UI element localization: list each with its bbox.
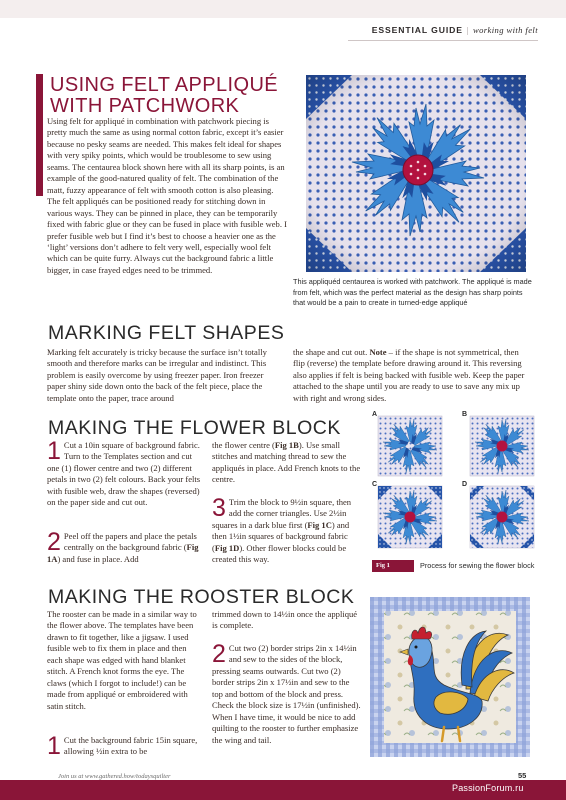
fig1-tag: Fig 1: [372, 560, 414, 572]
fig1-block-a: [378, 416, 442, 476]
centaurea-block-photo: [306, 75, 526, 272]
step-number: 2: [212, 640, 226, 668]
marking-col2: the shape and cut out. Note – if the shape is not symmetrical, then flip (reverse) the template before drawing around it. This reversing also applies if felt is being backed with fusible web. Keep the paper attached to the shape until you are ready to use to save any mix up with right and wrong sides.: [293, 347, 525, 403]
flower-col2-top: the flower centre (Fig 1B). Use small stitches and matching thread to sew the appliqués in place. Add French knots to the centre.: [212, 440, 361, 485]
accent-rule: [36, 74, 43, 196]
fig1-block-d: [470, 486, 534, 548]
flower-title: MAKING THE FLOWER BLOCK: [48, 417, 341, 439]
step-number: 1: [47, 437, 61, 465]
step-number: 2: [47, 528, 61, 556]
fig1-block-c: [378, 486, 442, 548]
flower-step-1: 1 Cut a 10in square of background fabric. Turn to the Templates section and cut one (1) flower centre and two (2) different petals in two (2) felt colours. Back your felts with fusible web, draw the shapes (reversed) on the paper side and cut out.: [47, 437, 201, 508]
fig1-diagram: [372, 412, 538, 552]
rooster-col2-top: trimmed down to 14½in once the appliqué is complete.: [212, 609, 358, 631]
top-bar: [0, 0, 566, 18]
fig1-label-c: C: [372, 481, 378, 488]
running-header: [372, 25, 538, 35]
fig1-label-b: B: [462, 411, 468, 418]
footer-url: Join us at www.gathered.how/todaysquilter: [58, 773, 171, 780]
header-separator: |: [466, 25, 469, 35]
header-rule: [348, 40, 538, 41]
felt-applique-title: USING FELT APPLIQUÉ WITH PATCHWORK: [50, 74, 279, 117]
rooster-step-2: 2 Cut two (2) border strips 2in x 14½in and sew to the sides of the block, pressing seams outwards. Cut two (2) border strips 2in x 17½in and sew to the top and bottom of the block and press. Check the block size is 17½in (unfinished). When I have time, it would be nice to add quilting to the rooster to further emphasize the wing and tail.: [212, 640, 361, 745]
rooster-body: The rooster can be made in a similar way to the flower above. The templates have been drawn to fit together, like a jigsaw. I used fusible web to fix them in place and then each shape was edged with hand blanket stitch. A French knot forms the eye. The claws (which I forgot to include!) can be made from appliqué or embroidered with satin stitch.: [47, 609, 197, 711]
fig1-block-b: [470, 416, 534, 476]
fig1-caption: Process for sewing the flower block: [420, 561, 535, 570]
rooster-step-1: 1 Cut the background fabric 15in square, allowing ½in extra to be: [47, 732, 198, 760]
rooster-title: MAKING THE ROOSTER BLOCK: [48, 586, 355, 608]
header-section: ESSENTIAL GUIDE: [371, 25, 463, 35]
header-subtitle: working with felt: [472, 25, 538, 35]
felt-applique-body: Using felt for appliqué in combination with patchwork piecing is pretty much the same as using normal cotton fabric, except it’s easier because no pesky seams are needed. This makes felt ideal for shapes with very spiky points, which would be troublesome to sew using seams. The centaurea block shown here with all its sharp points, is an example of the good-natured quality of felt. The combination of the matt, fuzzy appearance of felt with smooth cotton is also pleasing. The felt appliqués can be positioned ready for stitching down in various ways. They can be pinned in place, they can be temporarily fixed with fabric glue or they can be fused in place with fusible web. I prefer fusible web but I find it’s best to choose a heavier one as the ‘light’ versions don’t adhere to felt very well, especially wool felt which can be quite furry. Always cut the background fabric a little bigger, in case frayed edges need to be trimmed.: [47, 116, 287, 275]
step-number: 1: [47, 732, 61, 760]
page-number: 55: [518, 771, 527, 780]
rooster-block-photo: [370, 597, 530, 757]
fig1-label-a: A: [372, 411, 378, 418]
marking-col1: Marking felt accurately is tricky because the surface isn’t totally smooth and therefore marks can be irregular and indistinct. This problem is easily overcome by using freezer paper. Iron freezer paper shiny side down onto the back of the felt piece, place the template onto the paper, trace around: [47, 347, 267, 403]
step-number: 3: [212, 494, 226, 522]
fig1-label-d: D: [462, 481, 468, 488]
centaurea-caption: This appliquéd centaurea is worked with patchwork. The appliqué is made from felt, which was the perfect material as the design has sharp points that would be a pain to create in turned-edge appliqué: [293, 277, 532, 308]
flower-step-2: 2 Peel off the papers and place the petals centrally on the background fabric (Fig 1A) and fuse in place. Add: [47, 528, 199, 564]
flower-step-3: 3 Trim the block to 9½in square, then add the corner triangles. Use 2½in squares in a dark blue first (Fig 1C) and then 1½in squares of background fabric (Fig 1D). Other flower blocks could be created this way.: [212, 494, 352, 565]
marking-title: MARKING FELT SHAPES: [48, 322, 285, 344]
watermark: PassionForum.ru: [452, 783, 524, 793]
